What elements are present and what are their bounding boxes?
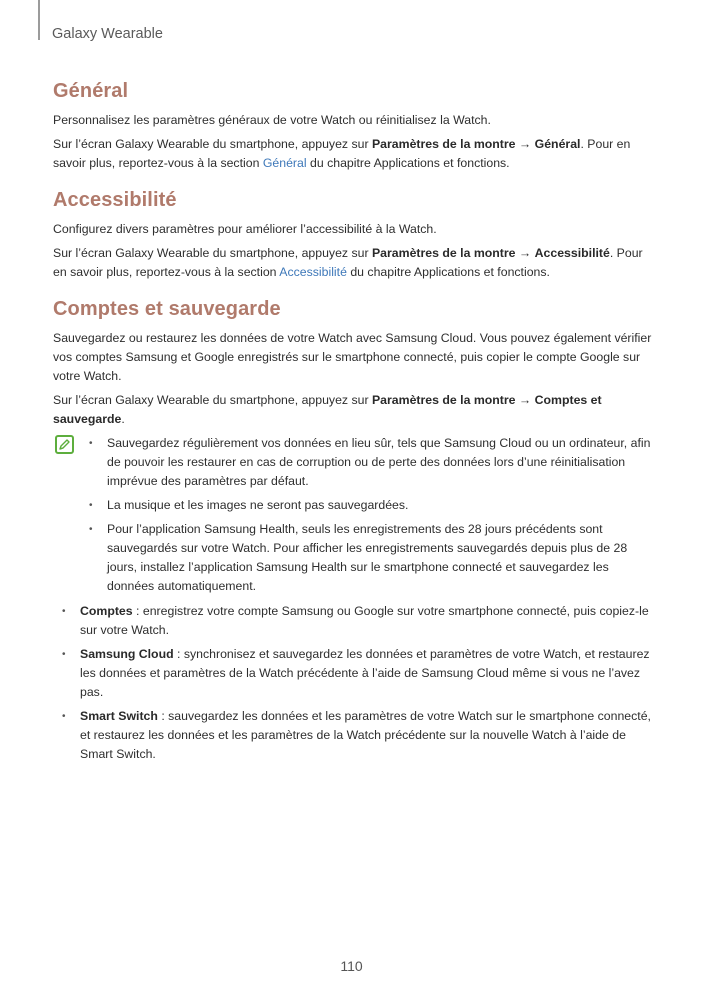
header-rule <box>38 0 40 40</box>
page-content <box>53 80 653 780</box>
section-title: Accessibilité <box>53 189 177 211</box>
note-list <box>81 434 653 596</box>
section-path: Sur l’écran Galaxy Wearable du smartphone, appuyez sur Paramètres de la montre → Comptes et sauvegarde. <box>53 393 602 426</box>
options-list <box>53 602 653 764</box>
section-general <box>53 80 653 173</box>
section-path: Sur l’écran Galaxy Wearable du smartphone, appuyez sur Paramètres de la montre → Accessibilité. Pour en savoir plus, reportez-vous à la section Accessibilité du chapitre Applications et fonctions. <box>53 246 643 279</box>
link-accessibility[interactable]: Accessibilité <box>279 265 347 279</box>
section-path: Sur l’écran Galaxy Wearable du smartphone, appuyez sur Paramètres de la montre → Général. Pour en savoir plus, reportez-vous à la section Général du chapitre Applications et fonctions. <box>53 137 631 170</box>
section-intro: Sauvegardez ou restaurez les données de votre Watch avec Samsung Cloud. Vous pouvez également vérifier vos comptes Samsung et Google enregistrés sur le smartphone connecté, puis copier le compte Google sur votre Watch. <box>53 331 652 383</box>
note-item: • Pour l’application Samsung Health, seuls les enregistrements des 28 jours précédents sont sauvegardés sur votre Watch. Pour afficher les enregistrements sauvegardés depuis plus de 28 jours, installez l’application Samsung Health sur le smartphone connecté et sauvegardez les données automatiquement. <box>81 520 653 596</box>
note-icon <box>55 435 74 454</box>
option-item: • Samsung Cloud : synchronisez et sauvegardez les données et paramètres de votre Watch, et restaurez les données et paramètres de la Watch précédente à l’aide de Samsung Cloud même si vous ne l’avez pas. <box>53 645 653 702</box>
section-title: Général <box>53 80 129 102</box>
option-item: • Comptes : enregistrez votre compte Samsung ou Google sur votre smartphone connecté, puis copiez-le sur votre Watch. <box>53 602 653 640</box>
option-item: • Smart Switch : sauvegardez les données et les paramètres de votre Watch sur le smartphone connecté, et restaurez les données et les paramètres de la Watch précédente sur la nouvelle Watch à l’aide de Smart Switch. <box>53 707 653 764</box>
running-header: Galaxy Wearable <box>52 26 163 42</box>
note-box <box>53 434 653 596</box>
section-intro: Configurez divers paramètres pour améliorer l’accessibilité à la Watch. <box>53 222 437 236</box>
page-number: 110 <box>340 958 363 974</box>
section-title: Comptes et sauvegarde <box>53 298 281 320</box>
section-accounts <box>53 298 653 764</box>
section-accessibility <box>53 189 653 282</box>
link-general[interactable]: Général <box>262 156 307 170</box>
section-intro: Personnalisez les paramètres généraux de votre Watch ou réinitialisez la Watch. <box>53 113 491 127</box>
note-item: • La musique et les images ne seront pas sauvegardées. <box>81 496 653 515</box>
note-item: • Sauvegardez régulièrement vos données en lieu sûr, tels que Samsung Cloud ou un ordinateur, afin de pouvoir les restaurer en cas de corruption ou de perte des données lors d’une réinitialisation imprévue des paramètres par défaut. <box>81 434 653 491</box>
